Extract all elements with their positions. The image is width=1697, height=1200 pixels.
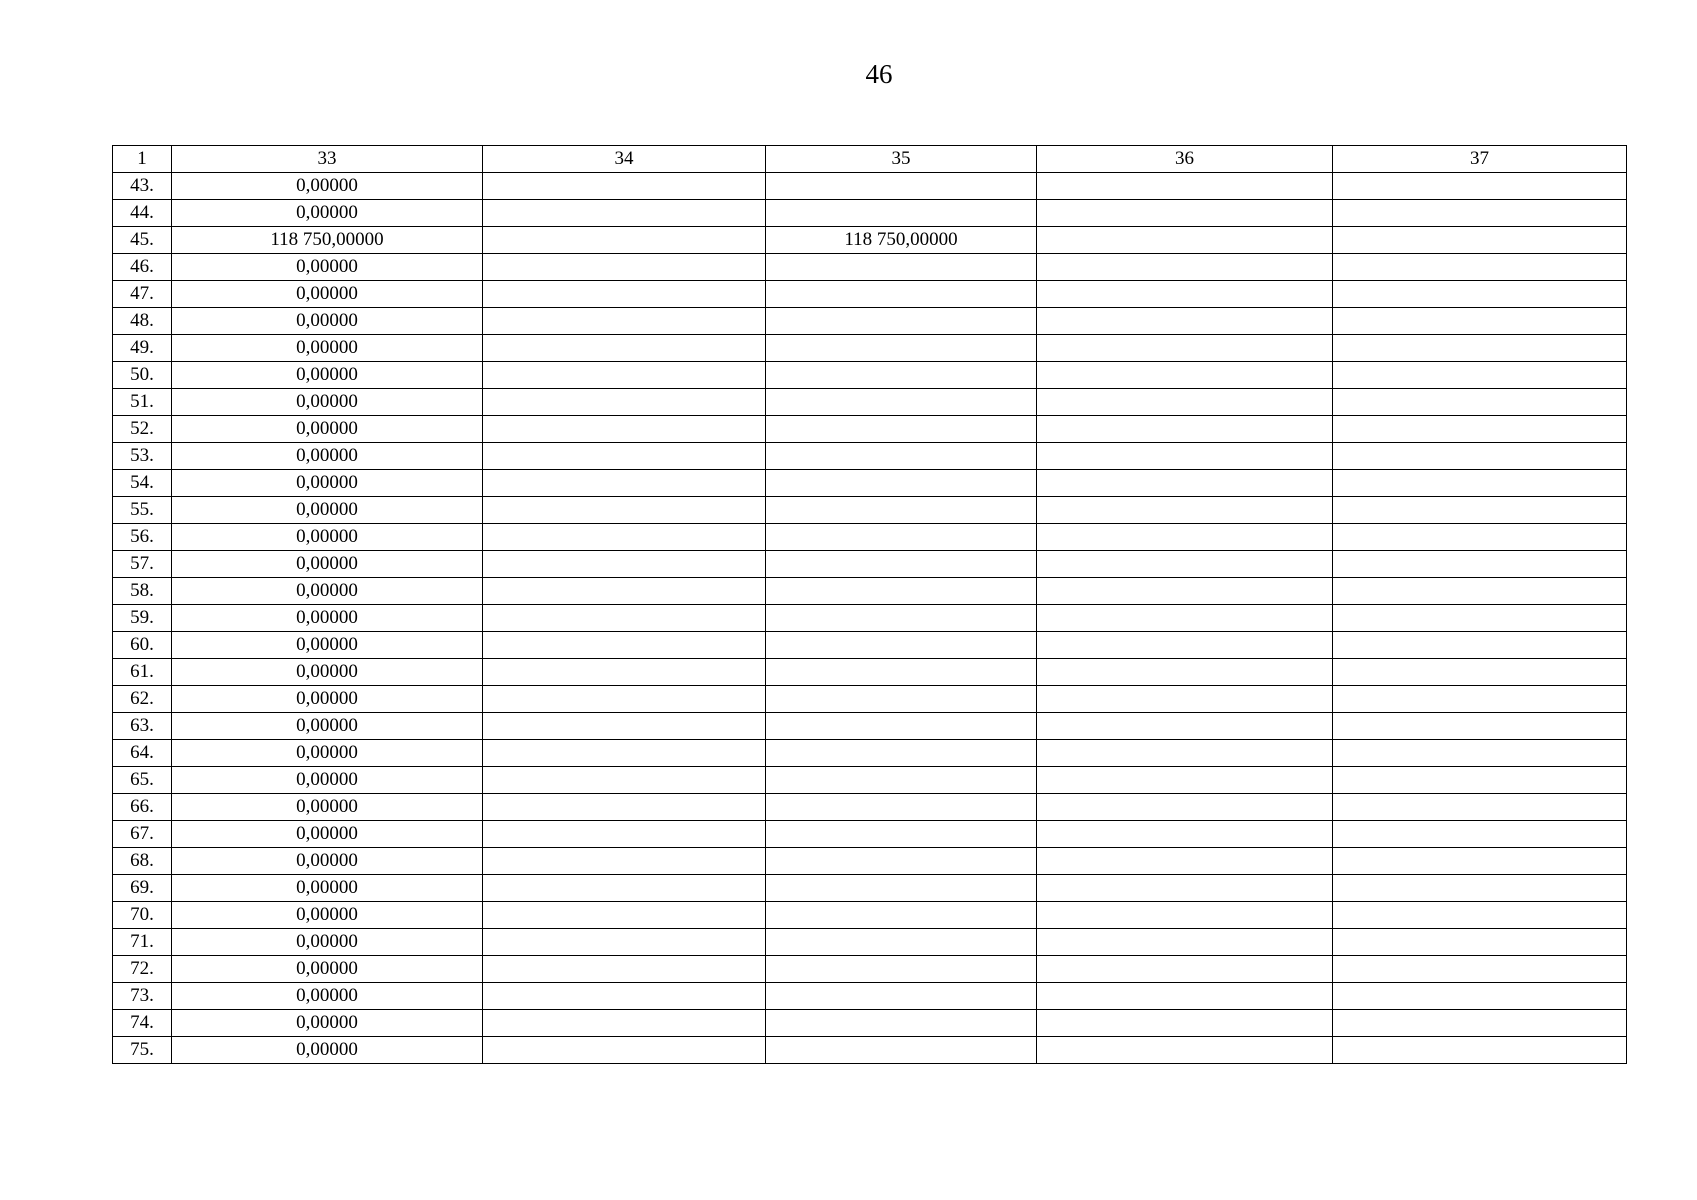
table-cell: [483, 848, 766, 875]
table-cell: [483, 254, 766, 281]
table-cell: [1333, 254, 1627, 281]
table-cell: 118 750,00000: [766, 227, 1037, 254]
table-cell: [483, 740, 766, 767]
table-cell: [483, 335, 766, 362]
table-cell: [1037, 389, 1333, 416]
table-cell: [766, 362, 1037, 389]
table-cell: [1333, 524, 1627, 551]
row-number-cell: 55.: [113, 497, 172, 524]
table-cell: [1037, 983, 1333, 1010]
table-cell: [1333, 794, 1627, 821]
column-header: 1: [113, 146, 172, 173]
table-cell: [483, 605, 766, 632]
table-row: [113, 173, 1627, 200]
table-row: [113, 281, 1627, 308]
table-cell: [1037, 362, 1333, 389]
table-cell: [1333, 281, 1627, 308]
table-cell: [1037, 551, 1333, 578]
row-number-cell: 69.: [113, 875, 172, 902]
table-cell: [766, 713, 1037, 740]
table-cell: [1333, 605, 1627, 632]
table-cell: [1333, 983, 1627, 1010]
table-cell: [1333, 389, 1627, 416]
row-number-cell: 44.: [113, 200, 172, 227]
table-cell: [483, 659, 766, 686]
table-row: [113, 200, 1627, 227]
table-cell: [1333, 740, 1627, 767]
table-cell: [1333, 929, 1627, 956]
table-cell: [483, 173, 766, 200]
table-row: [113, 335, 1627, 362]
row-number-cell: 64.: [113, 740, 172, 767]
table-cell: [483, 767, 766, 794]
table-cell: [483, 578, 766, 605]
row-number-cell: 70.: [113, 902, 172, 929]
table-row: [113, 902, 1627, 929]
table-cell: [1333, 632, 1627, 659]
table-cell: [483, 227, 766, 254]
table-cell: [766, 983, 1037, 1010]
table-cell: [483, 551, 766, 578]
table-cell: [766, 686, 1037, 713]
table-cell: [766, 335, 1037, 362]
table-cell: [766, 929, 1037, 956]
table-cell: [766, 1037, 1037, 1064]
table-cell: [766, 956, 1037, 983]
table-cell: [483, 443, 766, 470]
table-cell: [766, 578, 1037, 605]
table-cell: [1037, 1037, 1333, 1064]
table-cell: [483, 956, 766, 983]
table-cell: 0,00000: [172, 1010, 483, 1037]
table-row: [113, 875, 1627, 902]
table-cell: [483, 713, 766, 740]
table-cell: 0,00000: [172, 551, 483, 578]
row-number-cell: 45.: [113, 227, 172, 254]
table-cell: [483, 686, 766, 713]
table-cell: [1333, 848, 1627, 875]
table-cell: [483, 470, 766, 497]
table-cell: 0,00000: [172, 875, 483, 902]
table-row: [113, 686, 1627, 713]
row-number-cell: 54.: [113, 470, 172, 497]
table-row: [113, 794, 1627, 821]
table-cell: [766, 848, 1037, 875]
table-cell: [483, 632, 766, 659]
row-number-cell: 58.: [113, 578, 172, 605]
table-cell: [766, 443, 1037, 470]
table-cell: [1037, 875, 1333, 902]
table-cell: [1037, 470, 1333, 497]
row-number-cell: 49.: [113, 335, 172, 362]
table-cell: [1037, 524, 1333, 551]
table-cell: [483, 524, 766, 551]
table-cell: [766, 308, 1037, 335]
row-number-cell: 53.: [113, 443, 172, 470]
table-cell: [1333, 578, 1627, 605]
table-row: [113, 308, 1627, 335]
table-cell: [1333, 875, 1627, 902]
row-number-cell: 74.: [113, 1010, 172, 1037]
table-cell: 0,00000: [172, 659, 483, 686]
table-cell: [483, 281, 766, 308]
table-row: [113, 605, 1627, 632]
row-number-cell: 47.: [113, 281, 172, 308]
table-cell: 0,00000: [172, 821, 483, 848]
table-cell: [1037, 308, 1333, 335]
table-cell: [766, 605, 1037, 632]
table-cell: 0,00000: [172, 686, 483, 713]
row-number-cell: 75.: [113, 1037, 172, 1064]
table-row: [113, 443, 1627, 470]
table-cell: [1037, 281, 1333, 308]
row-number-cell: 60.: [113, 632, 172, 659]
table-cell: [766, 767, 1037, 794]
table-row: [113, 578, 1627, 605]
row-number-cell: 65.: [113, 767, 172, 794]
table-row: [113, 632, 1627, 659]
table-cell: [483, 362, 766, 389]
column-header: 33: [172, 146, 483, 173]
table-cell: [483, 902, 766, 929]
table-cell: 0,00000: [172, 632, 483, 659]
table-cell: [1333, 200, 1627, 227]
table-row: [113, 929, 1627, 956]
table-row: [113, 227, 1627, 254]
table-cell: [1037, 659, 1333, 686]
table-cell: [1037, 173, 1333, 200]
row-number-cell: 48.: [113, 308, 172, 335]
row-number-cell: 63.: [113, 713, 172, 740]
table-cell: [1037, 416, 1333, 443]
table-cell: 0,00000: [172, 902, 483, 929]
table-cell: [1333, 686, 1627, 713]
table-body: [113, 146, 1627, 1064]
table-cell: 0,00000: [172, 362, 483, 389]
table-cell: [766, 821, 1037, 848]
table-cell: [1037, 227, 1333, 254]
table-cell: [483, 1010, 766, 1037]
table-cell: [1333, 767, 1627, 794]
table-cell: [1333, 659, 1627, 686]
header-row: [113, 146, 1627, 173]
table-cell: 118 750,00000: [172, 227, 483, 254]
table-cell: [1333, 1037, 1627, 1064]
table-cell: [1333, 713, 1627, 740]
table-cell: [1037, 740, 1333, 767]
table-cell: [1037, 821, 1333, 848]
table-cell: [766, 281, 1037, 308]
table-cell: 0,00000: [172, 416, 483, 443]
table-cell: [1037, 848, 1333, 875]
table-cell: [1037, 605, 1333, 632]
table-cell: [1037, 902, 1333, 929]
table-cell: 0,00000: [172, 1037, 483, 1064]
table-cell: 0,00000: [172, 578, 483, 605]
table-cell: 0,00000: [172, 767, 483, 794]
table-cell: [1333, 497, 1627, 524]
row-number-cell: 50.: [113, 362, 172, 389]
row-number-cell: 46.: [113, 254, 172, 281]
table-cell: 0,00000: [172, 740, 483, 767]
table-cell: 0,00000: [172, 173, 483, 200]
table-row: [113, 848, 1627, 875]
table-cell: [483, 794, 766, 821]
table-cell: [1037, 632, 1333, 659]
table-cell: [483, 308, 766, 335]
table-cell: [766, 551, 1037, 578]
table-row: [113, 389, 1627, 416]
table-cell: [483, 389, 766, 416]
row-number-cell: 68.: [113, 848, 172, 875]
table-cell: 0,00000: [172, 254, 483, 281]
table-cell: 0,00000: [172, 497, 483, 524]
table-cell: [1037, 956, 1333, 983]
table-cell: 0,00000: [172, 794, 483, 821]
data-table: [112, 145, 1627, 1064]
table-cell: [1037, 929, 1333, 956]
table-cell: [766, 389, 1037, 416]
table-row: [113, 362, 1627, 389]
table-cell: [1037, 254, 1333, 281]
table-cell: 0,00000: [172, 956, 483, 983]
table-cell: 0,00000: [172, 929, 483, 956]
table-row: [113, 1037, 1627, 1064]
table-row: [113, 470, 1627, 497]
table-cell: [1037, 497, 1333, 524]
table-row: [113, 416, 1627, 443]
table-cell: [1333, 470, 1627, 497]
page-number: 46: [865, 59, 893, 89]
table-cell: [766, 524, 1037, 551]
table-cell: [483, 416, 766, 443]
table-cell: [766, 875, 1037, 902]
table-cell: [766, 902, 1037, 929]
table-row: [113, 254, 1627, 281]
table-cell: [766, 497, 1037, 524]
row-number-cell: 67.: [113, 821, 172, 848]
column-header: 37: [1333, 146, 1627, 173]
table-cell: [766, 1010, 1037, 1037]
table-cell: 0,00000: [172, 443, 483, 470]
row-number-cell: 71.: [113, 929, 172, 956]
column-header: 35: [766, 146, 1037, 173]
table-cell: 0,00000: [172, 281, 483, 308]
table-cell: [766, 416, 1037, 443]
table-cell: 0,00000: [172, 713, 483, 740]
table-cell: 0,00000: [172, 389, 483, 416]
table-cell: [483, 497, 766, 524]
table-row: [113, 713, 1627, 740]
table-cell: 0,00000: [172, 470, 483, 497]
column-header: 36: [1037, 146, 1333, 173]
table-cell: [1333, 362, 1627, 389]
row-number-cell: 61.: [113, 659, 172, 686]
table-cell: [1333, 173, 1627, 200]
table-cell: [483, 1037, 766, 1064]
row-number-cell: 66.: [113, 794, 172, 821]
table-cell: [1333, 956, 1627, 983]
table-cell: [766, 200, 1037, 227]
table-cell: [1037, 335, 1333, 362]
table-cell: [766, 659, 1037, 686]
table-cell: 0,00000: [172, 605, 483, 632]
table-cell: [1333, 308, 1627, 335]
table-cell: [766, 794, 1037, 821]
row-number-cell: 72.: [113, 956, 172, 983]
table-cell: [483, 929, 766, 956]
table-cell: [483, 875, 766, 902]
table-cell: [483, 821, 766, 848]
table-row: [113, 1010, 1627, 1037]
table-cell: [1037, 443, 1333, 470]
table-row: [113, 524, 1627, 551]
column-header: 34: [483, 146, 766, 173]
table-row: [113, 551, 1627, 578]
table-cell: [1037, 767, 1333, 794]
row-number-cell: 62.: [113, 686, 172, 713]
row-number-cell: 73.: [113, 983, 172, 1010]
table-cell: [1333, 551, 1627, 578]
table-cell: [766, 632, 1037, 659]
table-cell: [1037, 1010, 1333, 1037]
table-cell: [483, 983, 766, 1010]
row-number-cell: 57.: [113, 551, 172, 578]
table-cell: 0,00000: [172, 983, 483, 1010]
table-cell: [1333, 443, 1627, 470]
row-number-cell: 56.: [113, 524, 172, 551]
table-row: [113, 740, 1627, 767]
table-cell: [1037, 686, 1333, 713]
table-cell: [766, 470, 1037, 497]
table-row: [113, 497, 1627, 524]
table-cell: [1037, 200, 1333, 227]
table-cell: [1333, 416, 1627, 443]
table-cell: [766, 173, 1037, 200]
table-cell: 0,00000: [172, 335, 483, 362]
table-cell: 0,00000: [172, 308, 483, 335]
table-cell: [1037, 794, 1333, 821]
table-cell: [1333, 902, 1627, 929]
table-cell: [483, 200, 766, 227]
table-cell: [1333, 227, 1627, 254]
table-row: [113, 956, 1627, 983]
row-number-cell: 52.: [113, 416, 172, 443]
table-cell: 0,00000: [172, 200, 483, 227]
table-cell: [766, 254, 1037, 281]
table-cell: 0,00000: [172, 524, 483, 551]
table-cell: [1037, 713, 1333, 740]
table-row: [113, 983, 1627, 1010]
row-number-cell: 43.: [113, 173, 172, 200]
table-cell: [1333, 1010, 1627, 1037]
table-row: [113, 767, 1627, 794]
table-row: [113, 821, 1627, 848]
table-cell: [766, 740, 1037, 767]
table-cell: [1333, 821, 1627, 848]
table-cell: [1037, 578, 1333, 605]
row-number-cell: 59.: [113, 605, 172, 632]
row-number-cell: 51.: [113, 389, 172, 416]
table-row: [113, 659, 1627, 686]
table-cell: 0,00000: [172, 848, 483, 875]
table-cell: [1333, 335, 1627, 362]
